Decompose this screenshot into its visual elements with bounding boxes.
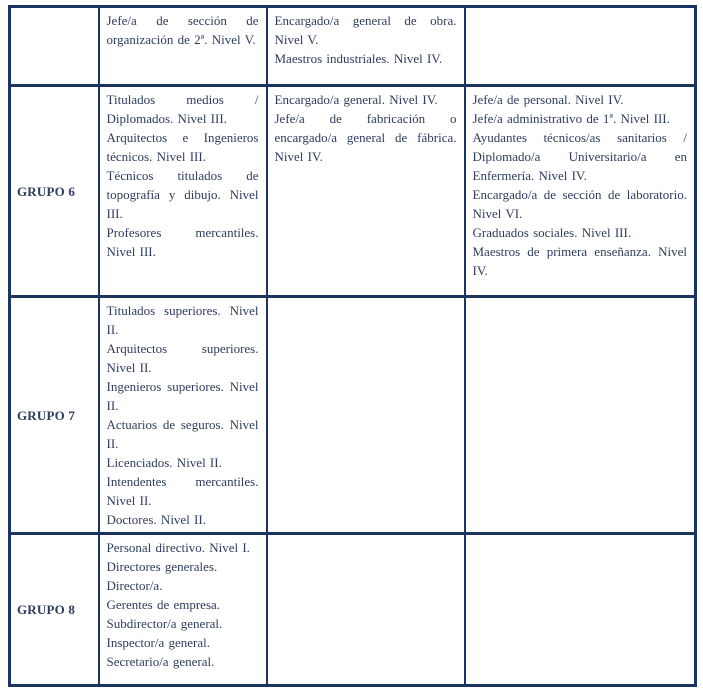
group-cell <box>10 7 99 86</box>
titles-cell <box>99 7 267 86</box>
table-row <box>10 7 696 86</box>
titles-cell <box>99 86 267 297</box>
entry: Intendentes mercantiles. Nivel II. <box>106 474 259 508</box>
entry: Técnicos titulados de topografía y dibujo. Nivel III. <box>106 168 259 221</box>
titles-cell <box>267 86 465 297</box>
entry: Licenciados. Nivel II. <box>106 455 222 470</box>
table-row <box>10 297 696 534</box>
entry: Jefe/a de personal. Nivel IV. <box>472 92 624 107</box>
entry: Encargado/a de sección de laboratorio. Nivel VI. <box>472 187 687 221</box>
entry: Jefe/a de sección de organización de 2ª. Nivel V. <box>106 13 259 47</box>
classification-table <box>8 5 697 687</box>
entry: Directores generales. <box>106 559 218 574</box>
entry: Ayudantes técnicos/as sanitarios / Diplomado/a Universitario/a en Enfermería. Nivel IV. <box>472 130 687 183</box>
entry: Subdirector/a general. <box>106 616 223 631</box>
group-cell <box>10 534 99 686</box>
entry: Titulados medios / Diplomados. Nivel III. <box>106 92 259 126</box>
entry: Secretario/a general. <box>106 654 215 669</box>
titles-cell-empty <box>465 7 696 86</box>
entry: Graduados sociales. Nivel III. <box>472 225 632 240</box>
table-row <box>10 86 696 297</box>
titles-cell <box>99 534 267 686</box>
entry: Inspector/a general. <box>106 635 211 650</box>
entry: Personal directivo. Nivel I. <box>106 540 250 555</box>
entry: Encargado/a general de obra. Nivel V. <box>274 13 457 47</box>
group-cell <box>10 86 99 297</box>
table-row <box>10 534 696 686</box>
titles-cell-empty <box>267 297 465 534</box>
group-cell <box>10 297 99 534</box>
group-label: GRUPO 8 <box>17 602 76 617</box>
group-label: GRUPO 6 <box>17 183 76 199</box>
entry: Actuarios de seguros. Nivel II. <box>106 417 259 451</box>
entry: Maestros de primera enseñanza. Nivel IV. <box>472 244 687 278</box>
entry: Arquitectos superiores. Nivel II. <box>106 341 259 375</box>
entry: Titulados superiores. Nivel II. <box>106 303 259 337</box>
entry: Ingenieros superiores. Nivel II. <box>106 379 259 413</box>
entry: Profesores mercantiles. Nivel III. <box>106 225 259 259</box>
titles-cell <box>267 7 465 86</box>
entry: Director/a. <box>106 578 163 593</box>
entry: Maestros industriales. Nivel IV. <box>274 51 443 66</box>
entry: Arquitectos e Ingenieros técnicos. Nivel III. <box>106 130 259 164</box>
entry: Jefe/a administrativo de 1ª. Nivel III. <box>472 111 670 126</box>
entry: Jefe/a de fabricación o encargado/a general de fábrica. Nivel IV. <box>274 111 457 164</box>
titles-cell <box>99 297 267 534</box>
entry: Encargado/a general. Nivel IV. <box>274 92 438 107</box>
titles-cell <box>465 86 696 297</box>
entry: Doctores. Nivel II. <box>106 512 206 527</box>
titles-cell-empty <box>465 534 696 686</box>
entry: Gerentes de empresa. <box>106 597 221 612</box>
titles-cell-empty <box>465 297 696 534</box>
titles-cell-empty <box>267 534 465 686</box>
group-label: GRUPO 7 <box>17 407 76 423</box>
